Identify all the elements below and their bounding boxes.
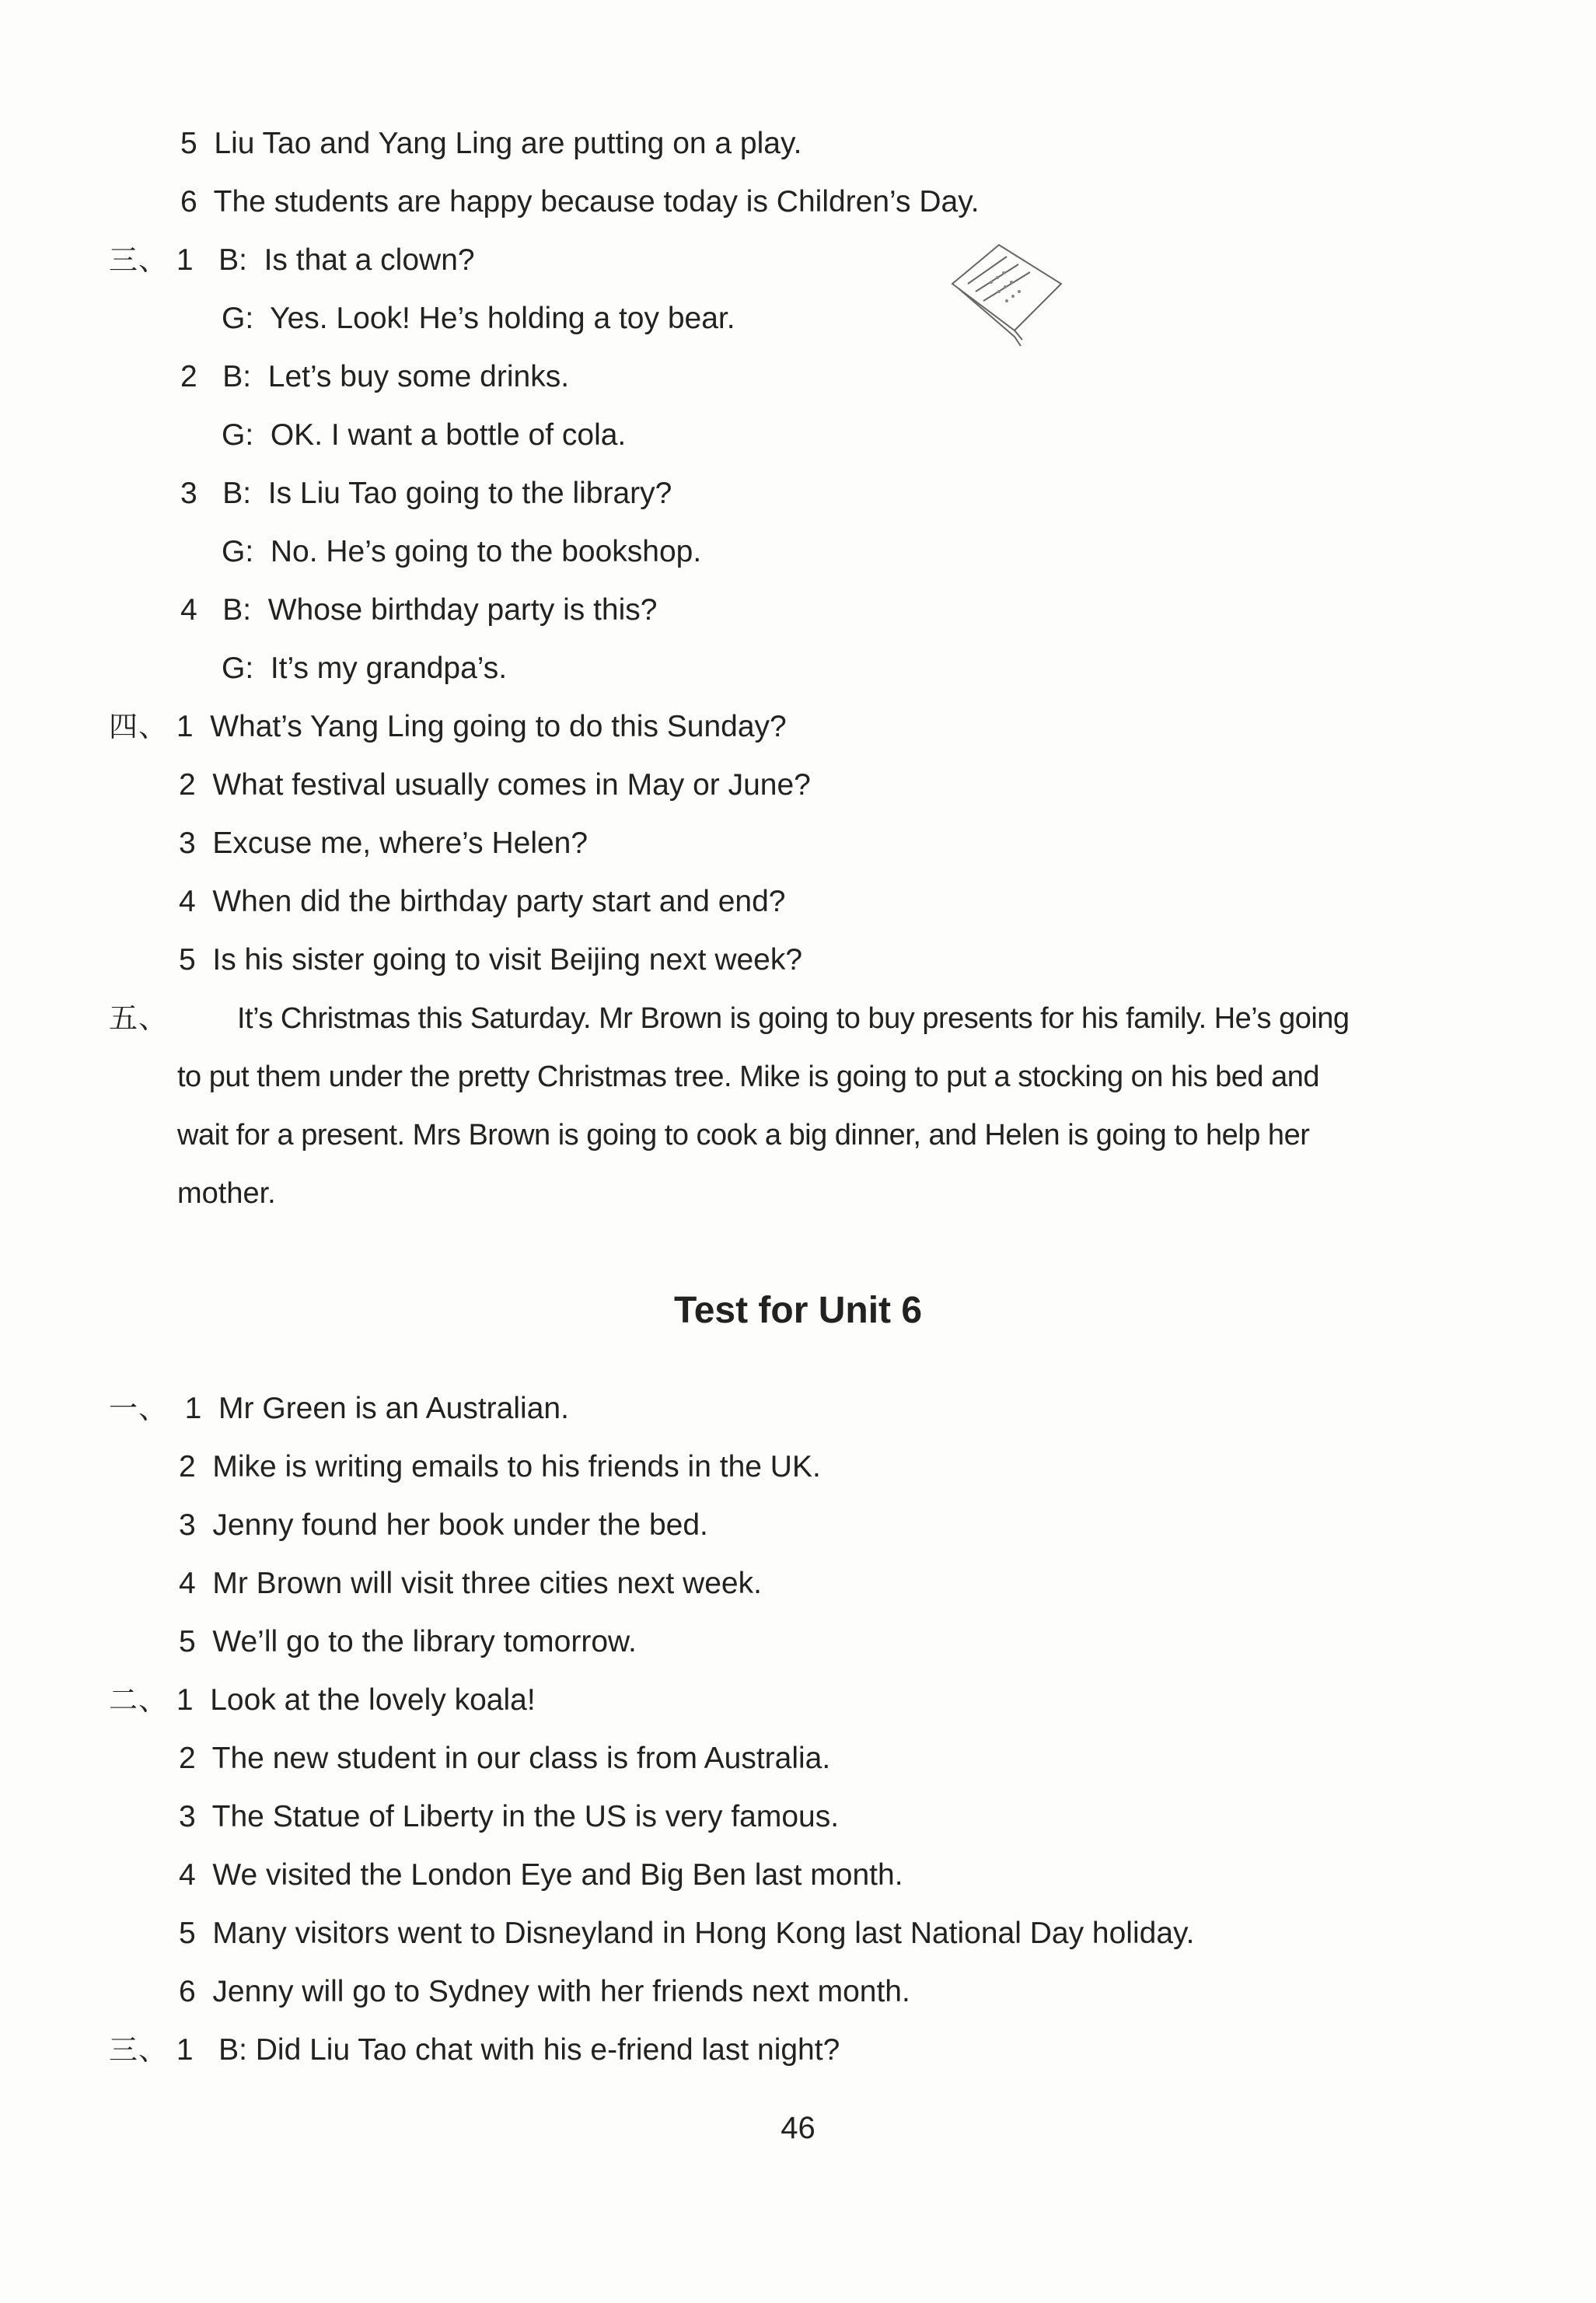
item-text: We’ll go to the library tomorrow. [212,1625,637,1658]
page-number: 46 [781,2111,815,2145]
speaker-label: B: [218,243,247,277]
paragraph-line: to put them under the pretty Christmas tree. Mike is going to put a stocking on his bed and [177,1061,1319,1093]
item-number: 4 [179,885,196,918]
book-stamp-icon [945,237,1069,354]
speaker-label: G: [222,652,254,685]
section-marker: 三、 [109,2033,168,2067]
dialogue-line: Is that a clown? [264,243,475,277]
list-item [109,708,787,746]
item-text: Look at the lovely koala! [210,1683,536,1717]
list-item [179,1857,903,1894]
list-item [179,1565,762,1602]
item-text: Mr Green is an Australian. [218,1392,569,1425]
section-marker: 三、 [109,243,168,277]
list-item [179,942,802,979]
item-number: 1 [176,1683,194,1717]
item-text: The Statue of Liberty in the US is very famous. [211,1800,840,1833]
item-text: What’s Yang Ling going to do this Sunday? [210,710,787,743]
paragraph-line: It’s Christmas this Saturday. Mr Brown is going to buy presents for his family. He’s going [237,1002,1350,1035]
item-number: 1 [176,2033,194,2067]
item-text: Mike is writing emails to his friends in the UK. [212,1450,821,1483]
list-item [109,1682,536,1719]
list-item [180,358,569,396]
paragraph-line: mother. [177,1177,276,1210]
paragraph-line: wait for a present. Mrs Brown is going to cook a big dinner, and Helen is going to help her [177,1119,1310,1152]
list-item [179,1915,1194,1952]
list-item [179,767,811,804]
list-item [180,592,657,629]
dialogue-line: Yes. Look! He’s holding a toy bear. [270,302,735,335]
item-number: 4 [180,593,197,627]
item-number: 1 [176,243,194,277]
item-number: 6 [179,1975,196,2008]
item-number: 5 [180,127,197,160]
list-item [180,475,672,512]
section-marker: 一、 [109,1392,168,1425]
item-number: 2 [179,768,196,802]
list-item [222,417,626,454]
list-item [180,183,980,221]
item-number: 5 [179,1917,196,1950]
speaker-label: B: [222,593,252,627]
item-text: We visited the London Eye and Big Ben last month. [212,1858,903,1892]
list-item [109,2032,840,2069]
item-number: 5 [179,943,196,977]
dialogue-line: Let’s buy some drinks. [267,360,570,393]
item-number: 3 [179,1508,196,1542]
speaker-label: G: [222,302,254,335]
item-text: Mr Brown will visit three cities next week. [212,1567,762,1600]
list-item [222,533,701,571]
list-item [109,1390,569,1428]
dialogue-line: Is Liu Tao going to the library? [267,477,672,510]
item-number: 3 [179,826,196,860]
section-marker: 二、 [109,1683,168,1717]
item-number: 1 [184,1392,202,1425]
speaker-label: B: [222,477,252,510]
section-marker: 四、 [109,710,168,743]
item-number: 2 [180,360,197,393]
speaker-label: B: [222,360,252,393]
list-item [179,1623,637,1661]
list-item [222,650,507,687]
list-item [179,1973,910,2011]
list-item [179,1740,830,1777]
item-text: The students are happy because today is Children’s Day. [213,185,980,218]
item-number: 6 [180,185,197,218]
item-number: 3 [180,477,197,510]
dialogue-line: It’s my grandpa’s. [270,652,508,685]
item-number: 3 [179,1800,196,1833]
dialogue-line: No. He’s going to the bookshop. [270,535,702,568]
speaker-label: G: [222,535,254,568]
list-item [179,1507,708,1544]
item-number: 2 [179,1450,196,1483]
item-text: Jenny will go to Sydney with her friends next month. [212,1975,910,2008]
item-number: 5 [179,1625,196,1658]
item-text: What festival usually comes in May or June? [212,768,811,802]
list-item [109,242,475,279]
item-text: Jenny found her book under the bed. [212,1508,708,1542]
item-number: 2 [179,1742,196,1775]
item-text: Is his sister going to visit Beijing next week? [212,943,803,977]
item-number: 4 [179,1858,196,1892]
item-number: 1 [176,710,194,743]
item-text: B: Did Liu Tao chat with his e-friend last night? [218,2033,840,2067]
speaker-label: G: [222,418,254,452]
paragraph-line [109,1000,168,1037]
dialogue-line: OK. I want a bottle of cola. [270,418,627,452]
page-title: Test for Unit 6 [673,1290,923,1331]
item-number: 4 [179,1567,196,1600]
list-item [179,883,786,921]
list-item [179,1798,839,1836]
item-text: Liu Tao and Yang Ling are putting on a play. [214,127,802,160]
dialogue-line: Whose birthday party is this? [267,593,658,627]
item-text: When did the birthday party start and end? [212,885,786,918]
item-text: The new student in our class is from Australia. [211,1742,831,1775]
list-item [180,125,801,163]
section-marker: 五、 [109,1001,168,1035]
list-item [222,300,735,337]
item-text: Many visitors went to Disneyland in Hong Kong last National Day holiday. [212,1917,1195,1950]
item-text: Excuse me, where’s Helen? [212,826,588,860]
list-item [179,1449,821,1486]
list-item [179,825,588,862]
